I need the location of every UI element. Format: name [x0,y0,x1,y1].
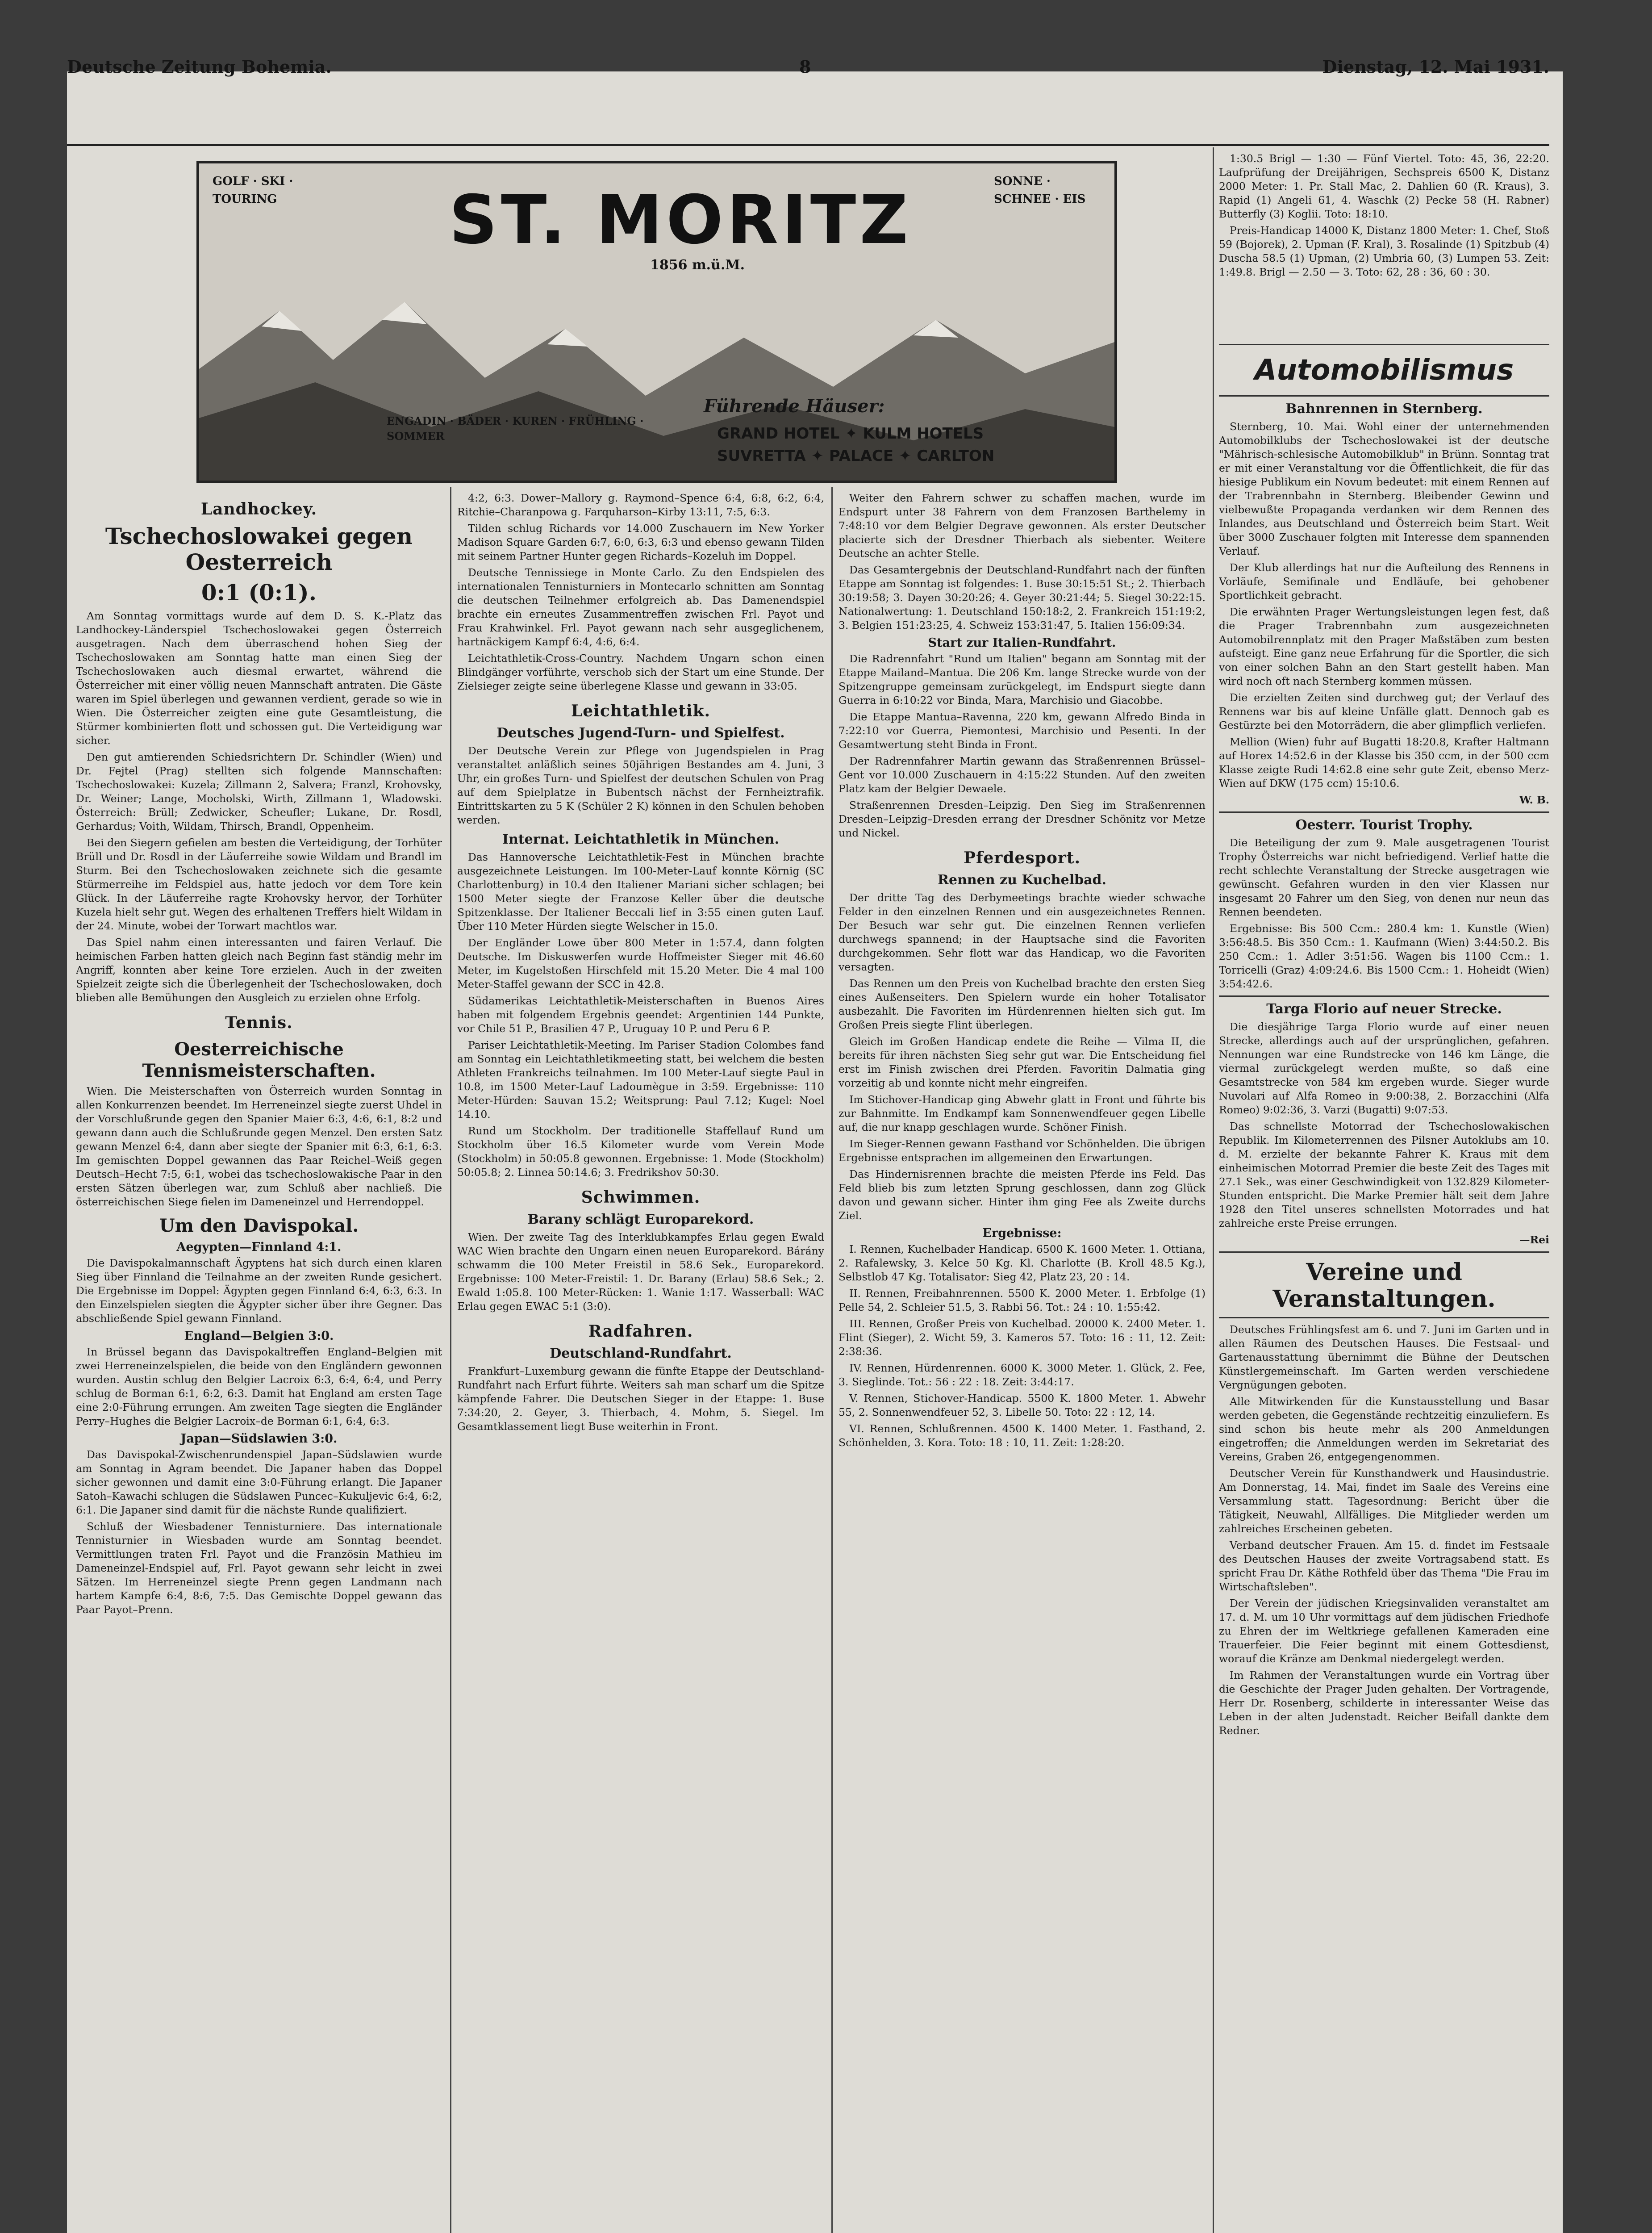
section-title-schwimmen: Schwimmen. [581,1188,701,1207]
section-rule [1219,344,1549,345]
ad-altitude: 1856 m.ü.M. [650,257,745,273]
issue-date: Dienstag, 12. Mai 1931. [1322,57,1549,77]
article-paragraph: Verband deutscher Frauen. Am 15. d. findet im Festsaale des Deutschen Hauses der zweite Vortragsabend statt. Es spricht Frau Dr. Käthe Rothfeld über das Thema "Die Frau im Wirtschaftsleben". [1219,1539,1549,1593]
article-paragraph: Die Davispokalmannschaft Ägyptens hat sich durch einen klaren Sieg über Finnland die Teilnahme an der zweiten Runde gesichert. Die Ergebnisse im Doppel: Ägypten gegen Finnland 6:4, 6:3, 6:3. In den Einzelspielen siegten die Ägypter sicher über ihre Gegner. Das abschließende Spiel gewann Finnland. [76,1257,442,1325]
article-paragraph: Der Klub allerdings hat nur die Aufteilung des Rennens in Vorläufe, Semifinale und Endläufe, bei gehobener Sportlichkeit gebracht. [1219,561,1549,602]
article-paragraph: Das Hannoversche Leichtathletik-Fest in München brachte ausgezeichnete Leistungen. Im 100-Meter-Lauf konnte Körnig (SC Charlottenburg) in 10.4 den Italiener Mariani sicher schlagen; bei 1500 Meter siegte der Franzose Keller über die deutsche Spitzenklasse. Der Italiener Beccali lief in 3:55 einen guten Lauf. Über 110 Meter Hürden siegte Welscher in 15.0. [457,851,824,933]
masthead-name: Deutsche Zeitung Bohemia. [67,57,332,77]
ad-hotel-line: GRAND HOTEL ✦ KULM HOTELS [717,425,984,443]
subhead-egypt-finland: Aegypten—Finnland 4:1. [176,1240,342,1254]
article-paragraph: Mellion (Wien) fuhr auf Bugatti 18:20.8, Krafter Haltmann auf Horex 14:52.6 in der Klasse bis 350 ccm, in der 500 ccm Klasse zeigte Rudi 14:62.8 eine sehr gute Zeit, ebenso Merz-Wien auf DKW (175 ccm) 15:10.6. [1219,736,1549,790]
article-paragraph: Das schnellste Motorrad der Tschechoslowakischen Republik. Im Kilometerrennen des Pilsner Autoklubs am 10. d. M. erzielte der bekannte Fahrer K. Kraus mit dem einheimischen Motorrad Premier die beste Zeit des Tages mit 27.1 Sek., was einer Geschwindigkeit von 132.829 Kilometer-Stunden entspricht. Die Marke Premier hält seit dem Jahre 1928 den Titel unseres schnellsten Motorrades und hat zahlreiche erste Preise errungen. [1219,1120,1549,1229]
article-paragraph: Wien. Der zweite Tag des Interklubkampfes Erlau gegen Ewald WAC Wien brachte den Ungarn einen neuen Europarekord. Bárány schwamm die 100 Meter Freistil in 58.6 Sek., Europarekord. Ergebnisse: 100 Meter-Freistil: 1. Dr. Barany (Erlau) 58.6 Sek.; 2. Ewald 1:05.8. 100 Meter-Rücken: 1. Wanie 1:17. Wasserball: WAC Erlau gegen EWAC 5:1 (3:0). [457,1231,824,1313]
article-paragraph: Die Beteiligung der zum 9. Male ausgetragenen Tourist Trophy Österreichs war nicht befriedigend. Verlief hatte die recht schlechte Veranstaltung der Strecke ausgetragen wie gewünscht. Gefahren wurden in den vier Klassen nur insgesamt 20 Fahrer um den Sieg, von denen nur neun das Rennen beendeten. [1219,836,1549,918]
article-paragraph: Das Davispokal-Zwischenrundenspiel Japan–Südslawien wurde am Sonntag in Agram beendet. Die Japaner haben das Doppel sicher gewonnen und damit eine 3:0-Führung erlangt. Die Japaner Satoh–Kawachi schlugen die Südslawen Puncec–Kukuljevic 6:4, 6:2, 6:1. Die Japaner sind damit für die nächste Runde qualifiziert. [76,1448,442,1516]
racing-results-continued [1219,152,1549,339]
article-paragraph: Das Spiel nahm einen interessanten und fairen Verlauf. Die heimischen Farben hatten gleich nach Beginn fast ständig mehr im Angriff, konnten aber keine Tore erzielen. Auch in der zweiten Spielzeit zeigte sich die Überlegenheit der Tschechoslowaken, doch blieben alle Bemühungen den Ausgleich zu erzielen ohne Erfolg. [76,936,442,1004]
section-title-leichtathletik: Leichtathletik. [571,702,711,720]
headline-germany-tour: Deutschland-Rundfahrt. [550,1346,732,1361]
column-rule [450,487,451,2233]
header-rule [67,144,1549,146]
headline-italy-tour: Start zur Italien-Rundfahrt. [928,636,1116,650]
article-paragraph: Das Gesamtergebnis der Deutschland-Rundfahrt nach der fünften Etappe am Sonntag ist folgendes: 1. Buse 30:15:51 St.; 2. Thierbach 30:19:58; 3. Dayen 30:20:26; 4. Geyer 30:21:44; 5. Siegel 30:22:15. Nationalwertung: 1. Deutschland 150:18:2, 2. Frankreich 151:19:2, 3. Belgien 151:23:25, 4. Schweiz 153:31:47, 5. Italien 156:09:34. [839,564,1206,631]
author-signature: W. B. [1519,794,1549,806]
headline-hockey-score: 0:1 (0:1). [201,579,317,606]
article-paragraph: Weiter den Fahrern schwer zu schaffen machen, wurde im Endspurt unter 38 Fahrern von dem Franzosen Barthelemy in 7:48:10 vor dem Belgier Degrave gewonnen. Als erster Deutscher placierte sich der Dresdner Thierbach als siebenter. Weitere Deutsche an achter Stelle. [839,492,1206,560]
headline-tourist-trophy: Oesterr. Tourist Trophy. [1295,817,1473,833]
headline-sternberg: Bahnrennen in Sternberg. [1285,401,1483,417]
headline-tennis-championship: Oesterreichische Tennismeisterschaften. [142,1039,376,1081]
section-title-landhockey: Landhockey. [200,500,317,519]
column-three [839,491,1206,2233]
article-paragraph: Wien. Die Meisterschaften von Österreich wurden Sonntag in allen Konkurrenzen beendet. Im Herreneinzel siegte zuerst Uhdel in der Vorschlußrunde gegen den Spanier Maier 6:3, 4:6, 6:1, 8:2 und gewann dann auch die Schlußrunde gegen Menzel. Den ersten Satz gewann Menzel 6:4, dann aber siegte der Spanier mit 6:3, 6:1, 6:3. Im gemischten Doppel gewannen das Paar Reichel–Weiß gegen Deutsch–Hecht 7:5, 6:1, wobei das tschechoslowakische Paar in den ersten Sätzen überlegen war, zum Schluß aber nachließ. Die österreichischen Siege fielen im Dameneinzel und Herrendoppel. [76,1085,442,1208]
article-paragraph: Die erzielten Zeiten sind durchweg gut; der Verlauf des Rennens war bis auf kleine Unfälle glatt. Dennoch gab es Gestürzte bei den Motorrädern, die aber glimpflich verliefen. [1219,691,1549,732]
article-paragraph: Die Radrennfahrt "Rund um Italien" begann am Sonntag mit der Etappe Mailand–Mantua. Die 206 Km. lange Strecke wurde von der Spitzengruppe gemeinsam zurückgelegt, im Endspurt siegte dann Guerra in 6:10:22 vor Binda, Mara, Marchisio und Giacobbe. [839,652,1206,707]
headline-munich-athletics: Internat. Leichtathletik in München. [502,832,780,847]
section-title-tennis: Tennis. [225,1013,293,1032]
section-rule [1219,995,1549,997]
headline-hockey-match: Tschechoslowakei gegen Oesterreich [105,523,413,575]
article-paragraph: Der Verein der jüdischen Kriegsinvaliden veranstaltet am 17. d. M. um 10 Uhr vormittags auf dem jüdischen Friedhofe zu Ehren der im Weltkriege gefallenen Kameraden eine Trauerfeier. Die Feier beginnt mit einem Gottesdienst, worauf die Kränze am Denkmal niedergelegt werden. [1219,1597,1549,1665]
column-two [457,491,824,2233]
ad-strip-text: ENGADIN · BÄDER · KUREN · FRÜHLING · SOMMER [387,414,644,443]
article-paragraph: Deutsche Tennissiege in Monte Carlo. Zu den Endspielen des internationalen Tennisturniers in Montecarlo schnitten am Sonntag die deutschen Teilnehmer erfolgreich ab. Das Damenendspiel brachte ein erneutes Zusammentreffen zwischen Frl. Payot und Frau Krahwinkel. Frl. Payot gewann nach sehr ausgeglichenem, hartnäckigem Kampf 6:4, 4:6, 6:4. [457,566,824,648]
article-paragraph: Im Rahmen der Veranstaltungen wurde ein Vortrag über die Geschichte der Prager Juden gehalten. Der Vortragende, Herr Dr. Rosenberg, schilderte in interessanter Weise das Leben in der alten Judenstadt. Reicher Beifall dankte dem Redner. [1219,1669,1549,1737]
article-paragraph: Der Radrennfahrer Martin gewann das Straßenrennen Brüssel–Gent vor 10.000 Zuschauern in 4:15:22 Stunden. Auf den zweiten Platz kam der Belgier Dewaele. [839,755,1206,795]
race-result: III. Rennen, Großer Preis von Kuchelbad. 20000 K. 2400 Meter. 1. Flint (Sieger), 2. Wicht 59, 3. Kameros 57. Toto: 16 : 11, 12. Zeit: 2:38:36. [839,1317,1206,1358]
article-paragraph: Deutscher Verein für Kunsthandwerk und Hausindustrie. Am Donnerstag, 14. Mai, findet im Saale des Vereins eine Versammlung statt. Tagesordnung: Bericht über die Tätigkeit, Neuwahl, Allfälliges. Die Mitglieder werden um zahlreiches Erscheinen gebeten. [1219,1467,1549,1535]
ad-brand: ST. MORITZ [449,181,912,259]
article-paragraph: Alle Mitwirkenden für die Kunstausstellung und Basar werden gebeten, die Gegenstände rechtzeitig einzuliefern. Es sind schon bis heute mehr als 200 Anmeldungen eingetroffen; die Anmeldungen werden im Sekretariat des Vereins, Graben 26, entgegengenommen. [1219,1395,1549,1463]
article-paragraph: 4:2, 6:3. Dower–Mallory g. Raymond–Spence 6:4, 6:8, 6:2, 6:4, Ritchie–Charanpowa g. Farquharson–Kirby 13:11, 7:5, 6:3. [457,492,824,518]
headline-kuchelbad-races: Rennen zu Kuchelbad. [938,872,1106,888]
article-paragraph: Südamerikas Leichtathletik-Meisterschaften in Buenos Aires haben mit folgendem Ergebnis geendet: Argentinien 144 Punkte, vor Chile 51 P., Brasilien 47 P., Uruguay 10 P. und Peru 6 P. [457,995,824,1035]
ad-left-text: GOLF · SKI · TOURING [213,175,293,206]
st-moritz-advertisement [196,161,1117,483]
article-paragraph: Ergebnisse: Bis 500 Ccm.: 280.4 km: 1. Kunstle (Wien) 3:56:48.5. Bis 350 Ccm.: 1. Kaufmann (Wien) 3:44:50.2. Bis 250 Ccm.: 1. Adler 3:51:56. Wagen bis 1100 Ccm.: 1. Torricelli (Graz) 4:09:24.6. Bis 1500 Ccm.: 1. Hoheidt (Wien) 3:54:42.6. [1219,922,1549,990]
ad-hotel-list [717,422,1083,467]
subhead-japan-yugoslavia: Japan—Südslawien 3:0. [180,1432,338,1446]
article-paragraph: Leichtathletik-Cross-Country. Nachdem Ungarn schon einen Blindgänger vorführte, verschob sich der Start um eine Stunde. Der Zielsieger zeigte seine überlegene Klasse und gewann in 33:05. [457,652,824,692]
author-signature: —Rei [1519,1234,1549,1246]
section-title-radfahren: Radfahren. [588,1322,693,1341]
ad-hotels-lead: Führende Häuser: [704,396,885,417]
article-paragraph: In Brüssel begann das Davispokaltreffen England–Belgien mit zwei Herreneinzelspielen, die beide von den Engländern gewonnen wurden. Austin schlug den Belgier Lacroix 6:3, 6:4, 6:4, und Perry schlug de Borman 6:1, 6:2, 6:3. Damit hat England am ersten Tage eine 2:0-Führung errungen. Am zweiten Tage siegten die Engländer Perry–Hughes die Belgier Lacroix–de Borman 6:1, 6:4, 6:3. [76,1346,442,1427]
subhead-england-belgium: England—Belgien 3:0. [184,1329,334,1343]
column-four [1219,339,1549,2233]
article-paragraph: Rund um Stockholm. Der traditionelle Staffellauf Rund um Stockholm über 16.5 Kilometer wurde vom Verein Mode (Stockholm) in 50:05.8 gewonnen. Ergebnisse: 1. Mode (Stockholm) 50:05.8; 2. Linnea 50:14.6; 3. Fredrikshov 50:30. [457,1125,824,1179]
ad-right-text: SONNE · SCHNEE · EIS [994,175,1086,206]
article-paragraph: Den gut amtierenden Schiedsrichtern Dr. Schindler (Wien) und Dr. Fejtel (Prag) stellten sich folgende Mannschaften: Tschechoslowakei: Kuzela; Zillmann 2, Salvera; Franzl, Krohovsky, Dr. Weiner; Lange, Mocholski, Wirth, Zillmann 1, Wladowski. Österreich: Brüll; Zedwicker, Scheufler; Lukane, Dr. Rosdl, Gerhardus; Voith, Wildam, Thirsch, Brandl, Oppenheim. [76,751,442,832]
article-paragraph: Die erwähnten Prager Wertungsleistungen legen fest, daß die Prager Trabrennbahn zum ausgezeichneten Automobilrennplatz mit den Prager Maßstäben zum besten aufsteigt. Eine ganz neue Erfahrung für die Sportler, die sich von einer solchen Bahn an den Start gestellt haben. Man wird noch oft nach Sternberg kommen müssen. [1219,606,1549,687]
race-result: VI. Rennen, Schlußrennen. 4500 K. 1400 Meter. 1. Fasthand, 2. Schönhelden, 3. Kora. Toto: 18 : 10, 11. Zeit: 1:28:20. [839,1422,1206,1449]
headline-davis-cup: Um den Davispokal. [159,1215,359,1236]
column-rule [831,487,833,2233]
race-result: V. Rennen, Stichover-Handicap. 5500 K. 1800 Meter. 1. Abwehr 55, 2. Sonnenwendfeuer 52, 3. Libelle 50. Toto: 22 : 12, 14. [839,1392,1206,1418]
page-number: 8 [799,57,811,77]
article-paragraph: Pariser Leichtathletik-Meeting. Im Pariser Stadion Colombes fand am Sonntag ein Leichtathletikmeeting statt, bei welchem die besten Athleten Frankreichs teilnahmen. Im 100 Meter-Lauf siegte Paul in 10.8, im 1500 Meter-Lauf Ladoumègue in 3:59. Ergebnisse: 110 Meter-Hürden: Sauvan 15.2; Weitsprung: Paul 7.12; Kugel: Noel 14.10. [457,1039,824,1121]
article-paragraph: Deutsches Frühlingsfest am 6. und 7. Juni im Garten und in allen Räumen des Deutschen Hauses. Die Festsaal- und Gartenausstattung übernimmt die Bühne der Deutschen Künstlergemeinschaft. Im Garten werden verschiedene Vergnügungen geboten. [1219,1323,1549,1391]
section-rule [1219,395,1549,397]
article-paragraph: Frankfurt–Luxemburg gewann die fünfte Etappe der Deutschland-Rundfahrt nach Erfurt führte. Weiters sah man scharf um die Spitze kämpfende Fahrer. Die Deutschen Sieger in der Etappe: 1. Buse 7:34:20, 2. Geyer, 3. Thierbach, 4. Mohm, 5. Siegel. Im Gesamtklassement liegt Buse weiterhin in Front. [457,1365,824,1433]
article-paragraph: 1:30.5 Brigl — 1:30 — Fünf Viertel. Toto: 45, 36, 22:20. Laufprüfung der Dreijährigen, Sechspreis 6500 K, Distanz 2000 Meter: 1. Pr. Stall Mac, 2. Dahlien 60 (R. Kraus), 3. Rapid (1) Angeli 61, 4. Waschk (2) Pecke 58 (H. Rabner) Butterfly (3) Koglii. Toto: 18:10. [1219,152,1549,220]
headline-results: Ergebnisse: [982,1226,1062,1240]
article-paragraph: Die diesjährige Targa Florio wurde auf einer neuen Strecke, allerdings auch auf der ursprünglichen, gefahren. Nennungen war eine Rundstrecke von 146 km Länge, die viermal zurückgelegt werden mußte, so daß eine Gesamtstrecke von 584 km ergeben wurde. Sieger wurde Nuvolari auf Alfa Romeo in 9:00:38, 2. Borzacchini (Alfa Romeo) 9:02:36, 3. Varzi (Bugatti) 9:07:53. [1219,1020,1549,1116]
article-paragraph: Sternberg, 10. Mai. Wohl einer der unternehmenden Automobilklubs der Tschechoslowakei ist der deutsche "Mährisch-schlesische Automobilklub" in Brünn. Sonntag trat er mit einer Veranstaltung vor die Öffentlichkeit, die für das hiesige Publikum ein Novum bedeutet: mit einem Rennen auf der Trabrennbahn in Sternberg. Bleibender Gewinn und vielbewußte Propaganda verdanken wir dem Rennen des Inlandes, aus Deutschland und Österreich beim Start. Weit über 3000 Zuschauer folgten mit Interesse dem spannenden Verlauf. [1219,420,1549,557]
article-paragraph: Preis-Handicap 14000 K, Distanz 1800 Meter: 1. Chef, Stoß 59 (Bojorek), 2. Upman (F. Kral), 3. Rosalinde (1) Spitzbub (4) Duscha 58.5 (1) Upman, (2) Umbria 60, (3) Lumpen 53. Zeit: 1:49.8. Brigl — 2.50 — 3. Toto: 62, 28 : 36, 60 : 30. [1219,224,1549,278]
article-paragraph: Das Hindernisrennen brachte die meisten Pferde ins Feld. Das Feld blieb bis zum letzten Sprung geschlossen, dann zog Glück davon und gewann sicher. Hinter ihm ging Fee als Zweite durchs Ziel. [839,1168,1206,1222]
section-title-automobilismus: Automobilismus [1254,354,1514,387]
article-paragraph: Das Rennen um den Preis von Kuchelbad brachte den ersten Sieg eines Außenseiters. Den Spielern wurde ein hoher Totalisator ausbezahlt. Die Favoriten im Hürdenrennen hielten sich gut. Im Großen Preis siegte Flint überlegen. [839,977,1206,1031]
headline-youth-festival: Deutsches Jugend-Turn- und Spielfest. [496,725,785,741]
article-paragraph: Bei den Siegern gefielen am besten die Verteidigung, der Torhüter Brüll und Dr. Rosdl in der Läuferreihe sowie Wildam und Brandl im Sturm. Bei den Tschechoslowaken zeichnete sich die gesamte Stürmerreihe im Feldspiel aus, hatte jedoch vor dem Tore kein Glück. In der Läuferreihe ragte Krohovsky hervor, der Torhüter Kuzela hielt sehr gut. Wegen des erhaltenen Treffers hielt Wildam in der 24. Minute, wobei der Torwart machtlos war. [76,836,442,932]
article-paragraph: Die Etappe Mantua–Ravenna, 220 km, gewann Alfredo Binda in 7:22:10 vor Guerra, Piemontesi, Marchisio und Pesenti. In der Gesamtwertung steht Binda in Front. [839,711,1206,751]
ad-hotel-line: SUVRETTA ✦ PALACE ✦ CARLTON [717,447,995,465]
section-title-vereine: Vereine und Veranstaltungen. [1272,1259,1496,1313]
race-result: IV. Rennen, Hürdenrennen. 6000 K. 3000 Meter. 1. Glück, 2. Fee, 3. Sieglinde. Tot.: 56 : 22 : 18. Zeit: 3:44:17. [839,1362,1206,1388]
article-paragraph: Der dritte Tag des Derbymeetings brachte wieder schwache Felder in den einzelnen Rennen und ein ausgezeichnetes Rennen. Der Besuch war sehr gut. Die einzelnen Rennen verliefen durchwegs spannend; in der Hauptsache sind die Favoriten durchgekommen. Sehr flott war das Handicap, wo die Favoriten versagten. [839,891,1206,973]
article-paragraph: Am Sonntag vormittags wurde auf dem D. S. K.-Platz das Landhockey-Länderspiel Tschechoslowakei gegen Österreich ausgetragen. Nach dem überraschend hohen Sieg der Tschechoslowaken am Sonntag hatte man einen Sieg der Tschechoslowaken auch diesmal erwartet, während die Österreicher mit einer völlig neuen Mannschaft antraten. Die Gäste waren im Spiel überlegen und gewannen verdient, gerade so wie in Wien. Die Österreicher zeigten eine gute Gesamtleistung, die Stürmer kombinierten flott und schossen gut. Die Verteidigung war sicher. [76,610,442,747]
section-title-pferdesport: Pferdesport. [963,849,1081,867]
column-rule [1213,147,1214,2233]
article-paragraph: Gleich im Großen Handicap endete die Reihe — Vilma II, die bereits für ihren nächsten Sieg sehr gut war. Die Entscheidung fiel erst im Finish zwischen drei Pferden. Favoritin Dalmatia ging vorzeitig ab und konnte nicht mehr eingreifen. [839,1035,1206,1089]
section-rule [1219,1317,1549,1318]
headline-targa-florio: Targa Florio auf neuer Strecke. [1266,1001,1502,1017]
column-one [76,491,442,2233]
article-paragraph: Im Stichover-Handicap ging Abwehr glatt in Front und führte bis zur Bahnmitte. Im Endkampf kam Sonnenwendfeuer gegen Libelle auf, die nur knapp geschlagen wurde. Schöner Finish. [839,1093,1206,1133]
article-paragraph: Schluß der Wiesbadener Tennisturniere. Das internationale Tennisturnier in Wiesbaden wurde am Sonntag beendet. Vermittlungen traten Frl. Payot und die Französin Mathieu im Dameneinzel-Endspiel auf, Frl. Payot gewann sehr leicht in zwei Sätzen. Im Herreneinzel siegte Prenn gegen Landmann nach hartem Kampfe 6:4, 8:6, 7:5. Das Gemischte Doppel gewann das Paar Payot–Prenn. [76,1520,442,1616]
page-header [67,54,1549,103]
section-rule [1219,1251,1549,1253]
race-result: I. Rennen, Kuchelbader Handicap. 6500 K. 1600 Meter. 1. Ottiana, 2. Rafalewsky, 3. Kelce 50 Kg. Kl. Charlotte (B. Kroll 48.5 Kg.), Selbstlob 47 Kg. Totalisator: Sieg 42, Platz 23, 20 : 14. [839,1243,1206,1283]
article-paragraph: Straßenrennen Dresden–Leipzig. Den Sieg im Straßenrennen Dresden–Leipzig–Dresden errang der Dresdner Schönitz vor Metze und Nickel. [839,799,1206,839]
race-result: II. Rennen, Freibahnrennen. 5500 K. 2000 Meter. 1. Erbfolge (1) Pelle 54, 2. Schleier 51.5, 3. Rabbi 56. Tot.: 24 : 10. 1:55:42. [839,1287,1206,1313]
section-rule [1219,811,1549,813]
article-paragraph: Tilden schlug Richards vor 14.000 Zuschauern im New Yorker Madison Square Garden 6:7, 6:0, 6:3, 6:3 und ebenso gewann Tilden mit seinem Partner Hunter gegen Richards–Kozeluh im Doppel. [457,522,824,562]
article-paragraph: Der Deutsche Verein zur Pflege von Jugendspielen in Prag veranstaltet anläßlich seines 50jährigen Bestandes am 4. Juni, 3 Uhr, ein großes Turn- und Spielfest der deutschen Schulen von Prag auf dem Spielplatze in Bubentsch nächst der Fernheiztrafik. Eintrittskarten zu 5 K (Schüler 2 K) können in den Schulen behoben werden. [457,744,824,826]
headline-barany-record: Barany schlägt Europarekord. [527,1212,754,1227]
article-paragraph: Im Sieger-Rennen gewann Fasthand vor Schönhelden. Die übrigen Ergebnisse entsprachen im allgemeinen den Erwartungen. [839,1137,1206,1164]
article-paragraph: Der Engländer Lowe über 800 Meter in 1:57.4, dann folgten Deutsche. Im Diskuswerfen wurde Hoffmeister Sieger mit 46.60 Meter, im Kugelstoßen Hirschfeld mit 15.20 Meter. Die 4 mal 100 Meter-Staffel gewann der SCC in 42.8. [457,937,824,991]
